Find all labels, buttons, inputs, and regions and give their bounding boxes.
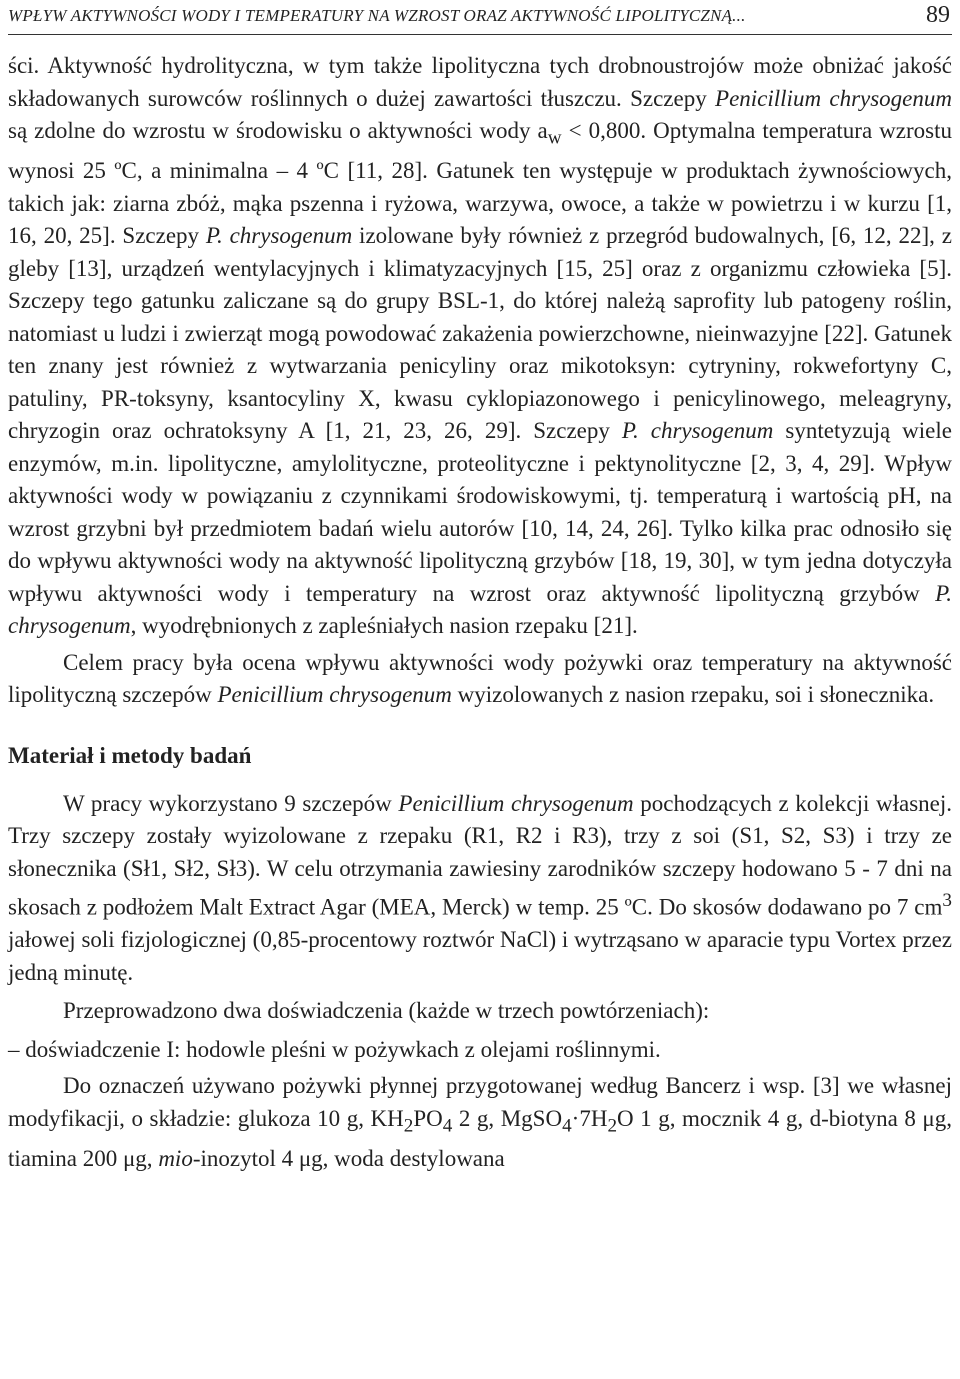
paragraph-intro-continued: ści. Aktywność hydrolityczna, w tym także lipolityczna tych drobnoustrojów może obniżać jakość składowanych surowców roślinnych o dużej zawartości tłuszczu. Szczepy Penicillium chrysogenum są zdolne do wzrostu w środowisku o aktywności wody $a_w < 0,800$. Optymalna temperatura wzrostu wynosi 25 ºC, a minimalna – 4 ºC [11, 28]. Gatunek ten występuje w produktach żywnościowych, takich jak: ziarna zbóż, mąka pszenna i ryżowa, warzywa, owoce, a także w powietrzu i w kurzu [1, 16, 20, 25]. Szczepy P. chrysogenum izolowane były również z przegród budowalnych, [6, 12, 22], z gleby [13], urządzeń wentylacyjnych i klimatyzacyjnych [15, 25] oraz z organizmu człowieka [5]. Szczepy tego gatunku zaliczane są do grupy BSL-1, do której należą saprofity lub patogeny roślin, natomiast u ludzi i zwierząt mogą powodować zakażenia powierzchowne, nieinwazyjne [22]. Gatunek ten znany jest również z wytwarzania penicyliny oraz mikotoksyn: cytryniny, rokwefortyny C, patuliny, PR-toksyny, ksantocyliny X, kwasu cyklopiazonowego i penicylinowego, meleagryny, chryzogin oraz ochratoksyny A [1, 21, 23, 26, 29]. Szczepy P. chrysogenum syntetyzują wiele enzymów, m.in. lipolityczne, amylolityczne, proteolityczne i pektynolityczne [2, 3, 4, 29]. Wpływ aktywności wody w powiązaniu z czynnikami środowiskowymi, tj. temperaturą i wartością pH, na wzrost grzybni był przedmiotem badań wielu autorów [10, 14, 24, 26]. Tylko kilka prac odnosiło się do wpływu aktywności wody na aktywność lipolityczną grzybów [18, 19, 30], w tym jedna dotyczyła wpływu aktywności wody i temperatury na wzrost oraz aktywność lipolityczną grzybów P. chrysogenum, wyodrębnionych z zapleśniałych nasion rzepaku [21].: [8, 53, 952, 639]
species-abbrev: P. chrysogenum: [8, 580, 952, 639]
running-title: WPŁYW AKTYWNOŚCI WODY I TEMPERATURY NA WZROST ORAZ AKTYWNOŚĆ LIPOLITYCZNĄ...: [8, 6, 746, 25]
section-heading: Materiał i metody badań: [8, 742, 252, 768]
page-body: [8, 50, 952, 1175]
header-rule: [8, 34, 952, 35]
species-abbrev: P. chrysogenum: [621, 418, 774, 444]
prefix-mio: mio: [158, 1145, 193, 1171]
species-name: Penicillium chrysogenum: [398, 790, 634, 816]
paragraph-methods: W pracy wykorzystano 9 szczepów Penicillium chrysogenum pochodzących z kolekcji własnej. Trzy szczepy zostały wyizolowane z rzepaku (R1, R2 i R3), trzy z soi (S1, S2, S3) i trzy ze słonecznika (Sł1, Sł2, Sł3). W celu otrzymania zawiesiny zarodników szczepy hodowano 5 - 7 dni na skosach z podłożem Malt Extract Agar (MEA, Merck) w temp. 25 ºC. Do skosów dodawano po 7 $cm^3$ jałowej soli fizjologicznej (0,85-procentowy roztwór NaCl) i wytrząsano w aparacie typu Vortex przez jedną minutę.: [8, 790, 952, 985]
species-name: Penicillium chrysogenum: [715, 85, 952, 111]
page-number: 89: [926, 2, 950, 28]
species-name: Penicillium chrysogenum: [217, 682, 452, 708]
species-abbrev: P. chrysogenum: [205, 223, 353, 249]
running-header: [8, 2, 952, 32]
paragraph-medium: Do oznaczeń używano pożywki płynnej przygotowanej według Bancerz i wsp. [3] we własnej modyfikacji, o składzie: glukoza 10 g, $KH_2PO_4$ 2 g, $MgSO_4\cdot 7H_2O$ 1 g, mocznik 4 g, d-biotyna 8 μg, tiamina 200 μg, mio-inozytol 4 μg, woda destylowana: [8, 1073, 952, 1171]
list-item-experiment-1: – doświadczenie I: hodowle pleśni w pożywkach z olejami roślinnymi.: [8, 1036, 661, 1062]
subscript-w: w: [547, 127, 562, 149]
paragraph-experiments: Przeprowadzono dwa doświadczenia (każde w trzech powtórzeniach):: [63, 998, 710, 1024]
superscript-3: 3: [942, 890, 952, 912]
paragraph-aim: Celem pracy była ocena wpływu aktywności wody pożywki oraz temperatury na aktywność lipolityczną szczepów Penicillium chrysogenum wyizolowanych z nasion rzepaku, soi i słonecznika.: [8, 649, 952, 708]
